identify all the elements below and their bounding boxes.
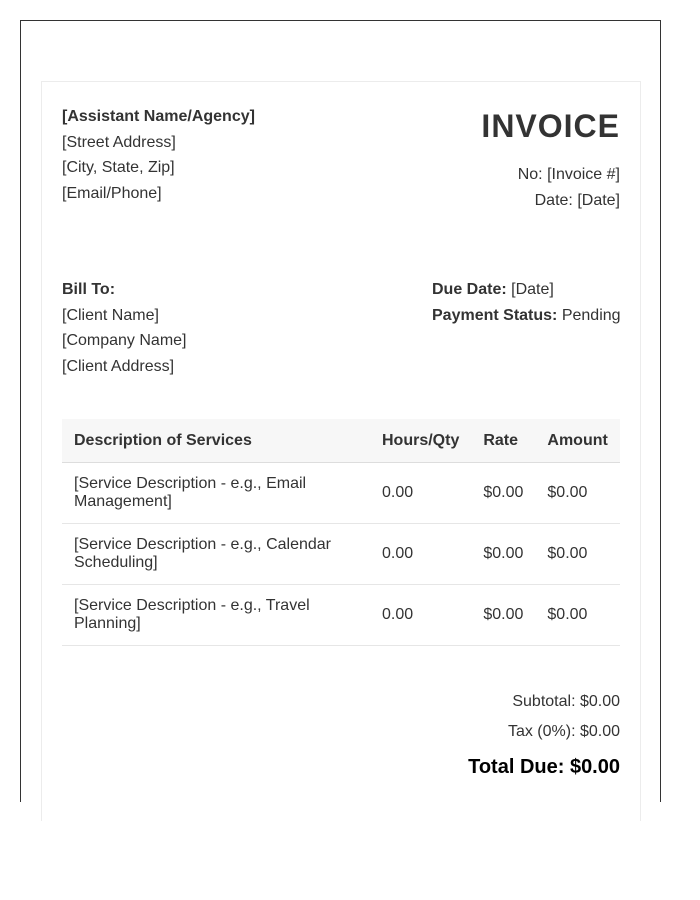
service-rate: $0.00 (471, 524, 535, 585)
header-amount: Amount (535, 419, 620, 463)
tax: Tax (0%): $0.00 (507, 723, 620, 740)
service-amount: $0.00 (535, 585, 620, 646)
total-due: Total Due: $0.00 (468, 756, 620, 778)
invoice-document (41, 81, 641, 821)
header-description: Description of Services (62, 419, 370, 463)
service-description: [Service Description - e.g., Calendar Scheduling] (62, 524, 370, 585)
bill-to-block (62, 277, 187, 379)
service-rate: $0.00 (471, 463, 535, 524)
sender-city: [City, State, Zip] (62, 159, 175, 176)
sender-block (62, 104, 255, 206)
header-rate: Rate (471, 419, 535, 463)
invoice-date: Date: [Date] (534, 192, 620, 209)
table-row (62, 463, 620, 524)
client-address: [Client Address] (62, 357, 175, 375)
table-row (62, 524, 620, 585)
table-row (62, 585, 620, 646)
payment-status-label: Payment Status: (432, 307, 558, 324)
invoice-meta (481, 162, 620, 214)
service-rate: $0.00 (471, 585, 535, 646)
totals-block (468, 687, 620, 785)
invoice-number: No: [Invoice #] (517, 166, 620, 183)
invoice-title: INVOICE (481, 108, 620, 144)
invoice-header (481, 106, 620, 214)
service-amount: $0.00 (535, 463, 620, 524)
service-hours: 0.00 (370, 524, 471, 585)
due-date-line (432, 277, 621, 303)
services-table (62, 419, 620, 646)
due-date-label: Due Date: (432, 281, 507, 298)
client-name: [Client Name] (62, 306, 159, 324)
payment-status-line (432, 303, 621, 329)
service-hours: 0.00 (370, 585, 471, 646)
header-hours-qty: Hours/Qty (370, 419, 471, 463)
due-block (432, 277, 621, 329)
service-description: [Service Description - e.g., Travel Planning] (62, 585, 370, 646)
sender-contact: [Email/Phone] (62, 184, 162, 202)
service-amount: $0.00 (535, 524, 620, 585)
table-header-row (62, 419, 620, 463)
sender-name: [Assistant Name/Agency] (62, 108, 255, 125)
payment-status-value: Pending (561, 307, 621, 324)
company-name: [Company Name] (62, 332, 187, 349)
bill-to-heading: Bill To: (62, 281, 116, 298)
service-description: [Service Description - e.g., Email Management] (62, 463, 370, 524)
service-hours: 0.00 (370, 463, 471, 524)
sender-street: [Street Address] (62, 133, 176, 151)
due-date-value: [Date] (511, 281, 554, 298)
subtotal: Subtotal: $0.00 (512, 693, 620, 710)
